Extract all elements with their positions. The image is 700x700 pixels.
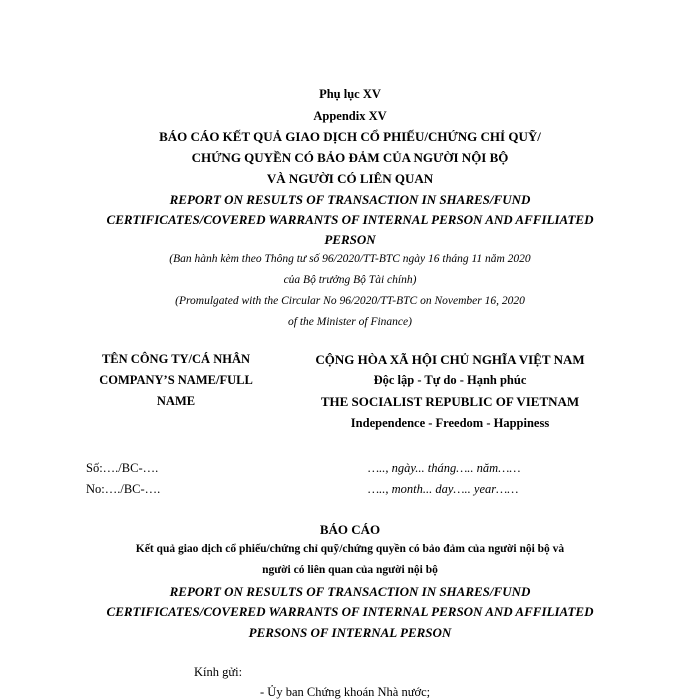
title-en-line-3: PERSON [324, 232, 376, 247]
company-name-line-1: TÊN CÔNG TY/CÁ NHÂN [101, 352, 251, 366]
appendix-vi: Phụ lục XV [319, 87, 381, 101]
report-title-en-line-3: PERSONS OF INTERNAL PERSON [248, 625, 452, 640]
issued-vi-line-1: (Ban hành kèm theo Thông tư số 96/2020/TT-BTC ngày 16 tháng 11 năm 2020 [169, 253, 531, 265]
title-en-line-1: REPORT ON RESULTS OF TRANSACTION IN SHARES/FUND [169, 192, 531, 207]
report-desc-vi-line-1: Kết quả giao dịch cổ phiếu/chứng chỉ quỹ/chứng quyền có bảo đảm của người nội bộ và [135, 543, 565, 555]
report-title-en-line-2: CERTIFICATES/COVERED WARRANTS OF INTERNAL PERSON AND AFFILIATED [106, 604, 594, 619]
document-number-vi: Số:…./BC-…. [86, 461, 159, 475]
republic-name-vi: CỘNG HÒA XÃ HỘI CHỦ NGHĨA VIỆT NAM [315, 352, 585, 367]
report-title-en-line-1: REPORT ON RESULTS OF TRANSACTION IN SHARES/FUND [169, 584, 531, 599]
title-en-line-2: CERTIFICATES/COVERED WARRANTS OF INTERNAL PERSON AND AFFILIATED [106, 212, 594, 227]
recipient-label: Kính gửi: [194, 665, 243, 679]
title-vi-line-2: CHỨNG QUYỀN CÓ BẢO ĐẢM CỦA NGƯỜI NỘI BỘ [191, 150, 509, 165]
recipient-item: - Ủy ban Chứng khoán Nhà nước; [260, 685, 431, 699]
document-date-en: ….., month... day….. year…… [368, 482, 519, 496]
title-vi-line-3: VÀ NGƯỜI CÓ LIÊN QUAN [266, 171, 434, 186]
report-heading: BÁO CÁO [319, 522, 381, 537]
title-vi-line-1: BÁO CÁO KẾT QUẢ GIAO DỊCH CỔ PHIẾU/CHỨNG CHỈ QUỸ/ [159, 129, 541, 144]
document-date-vi: ….., ngày... tháng….. năm…… [368, 461, 521, 475]
issued-en-line-1: (Promulgated with the Circular No 96/2020/TT-BTC on November 16, 2020 [175, 295, 525, 307]
company-name-line-3: NAME [156, 394, 196, 408]
appendix-en: Appendix XV [313, 109, 387, 123]
republic-name-en: THE SOCIALIST REPUBLIC OF VIETNAM [320, 394, 580, 409]
republic-motto-en: Independence - Freedom - Happiness [350, 416, 550, 430]
issued-en-line-2: of the Minister of Finance) [288, 316, 412, 328]
issued-vi-line-2: của Bộ trưởng Bộ Tài chính) [283, 274, 417, 286]
report-desc-vi-line-2: người có liên quan của người nội bộ [262, 564, 438, 576]
republic-motto-vi: Độc lập - Tự do - Hạnh phúc [373, 373, 527, 387]
company-name-line-2: COMPANY’S NAME/FULL [99, 373, 253, 387]
document-number-en: No:…./BC-…. [86, 482, 161, 496]
